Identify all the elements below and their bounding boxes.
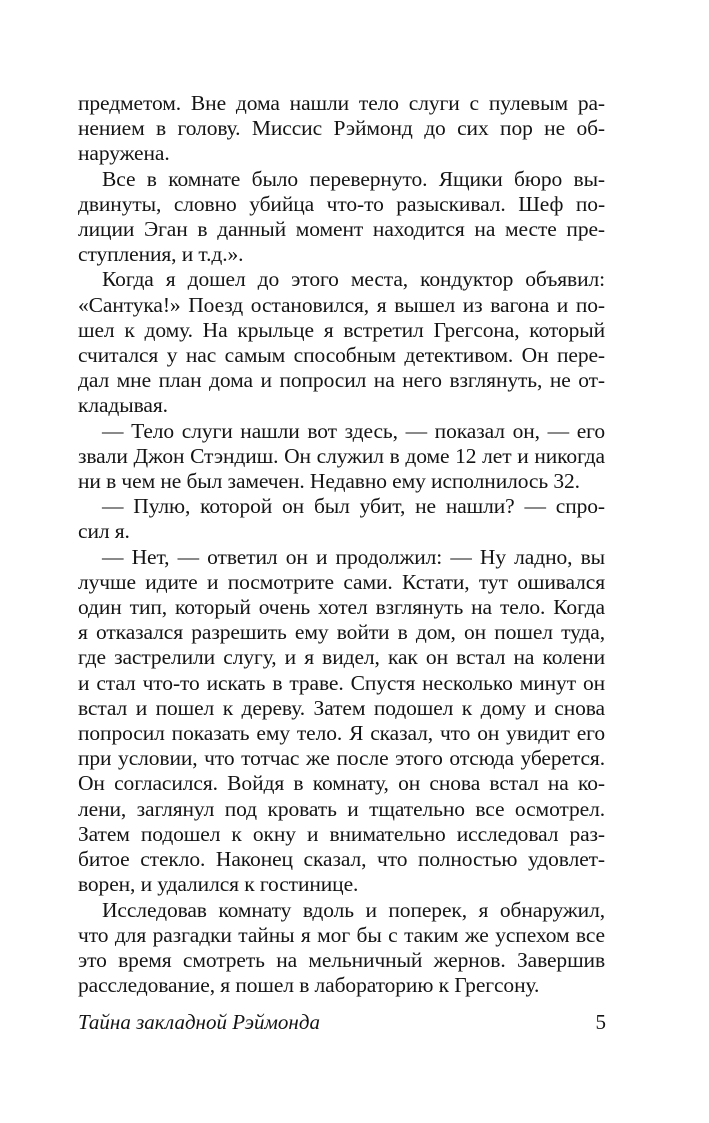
text-line: я отказался разрешить ему войти в дом, он пошел туда, [78,620,605,645]
text-line: встал и пошел к дереву. Затем подошел к дому и снова [78,695,605,720]
text-line: один тип, который очень хотел взглянуть на тело. Когда [78,595,605,620]
text-line: битое стекло. Наконец сказал, что полностью удовлет- [78,847,605,872]
text-line: — Нет, — ответил он и продолжил: — Ну ладно, вы [102,544,605,569]
paragraph [78,167,605,268]
footer-page-number: 5 [595,1010,606,1034]
text-line: и стал что-то искать в траве. Спустя несколько минут он [78,670,605,695]
text-line: ступления, и т.д.». [78,242,244,267]
paragraph [78,91,605,167]
text-line: Он согласился. Войдя в комнату, он снова встал на ко- [78,771,605,796]
text-line: кладывая. [78,393,168,418]
text-line: при условии, что тотчас же после этого отсюда уберется. [78,746,605,771]
text-line: ни в чем не был замечен. Недавно ему исполнилось 32. [78,469,580,494]
text-line: это время смотреть на мельничный жернов. Завершив [78,947,605,972]
text-line: где застрелили слугу, и я видел, как он встал на колени [78,645,605,670]
footer-running-title: Тайна закладной Рэймонда [78,1010,320,1034]
paragraph [78,494,605,544]
text-line: попросил показать ему тело. Я сказал, что он увидит его [78,721,605,746]
text-line: Все в комнате было перевернуто. Ящики бюро вы- [102,166,605,191]
text-line: наружена. [78,141,170,166]
text-line: Затем подошел к окну и внимательно исследовал раз- [78,821,605,846]
text-line: двинуты, словно убийца что-то разыскивал. Шеф по- [78,191,605,216]
text-line: — Пулю, которой он был убит, не нашли? — спро- [102,494,605,519]
text-line: «Сантука!» Поезд остановился, я вышел из вагона и по- [78,292,605,317]
text-line: ворен, и удалился к гостинице. [78,872,359,897]
text-line: дал мне план дома и попросил на него взглянуть, не от- [78,368,605,393]
paragraph [78,267,605,418]
text-line: лени, заглянул под кровать и тщательно все осмотрел. [78,796,605,821]
paragraph [78,545,605,898]
text-line: нением в голову. Миссис Рэймонд до сих пор не об- [78,116,605,141]
text-line: Исследовав комнату вдоль и поперек, я обнаружил, [102,897,605,922]
text-line: лиции Эган в данный момент находится на месте пре- [78,217,605,242]
page-footer [78,1009,606,1035]
text-line: что для разгадки тайны я мог бы с таким же успехом все [78,922,605,947]
text-line: считался у нас самым способным детективом. Он пере- [78,343,605,368]
text-line: лучше идите и посмотрите сами. Кстати, тут ошивался [78,569,605,594]
page-text-block [78,91,605,998]
text-line: Когда я дошел до этого места, кондуктор объявил: [102,267,605,292]
text-line: расследование, я пошел в лабораторию к Грегсону. [78,973,540,998]
text-line: шел к дому. На крыльце я встретил Грегсона, который [78,317,605,342]
text-line: — Тело слуги нашли вот здесь, — показал он, — его [102,418,605,443]
paragraph [78,898,605,999]
text-line: звали Джон Стэндиш. Он служил в доме 12 лет и никогда [78,443,605,468]
text-line: предметом. Вне дома нашли тело слуги с пулевым ра- [78,91,605,115]
paragraph [78,419,605,495]
text-line: сил я. [78,519,130,544]
